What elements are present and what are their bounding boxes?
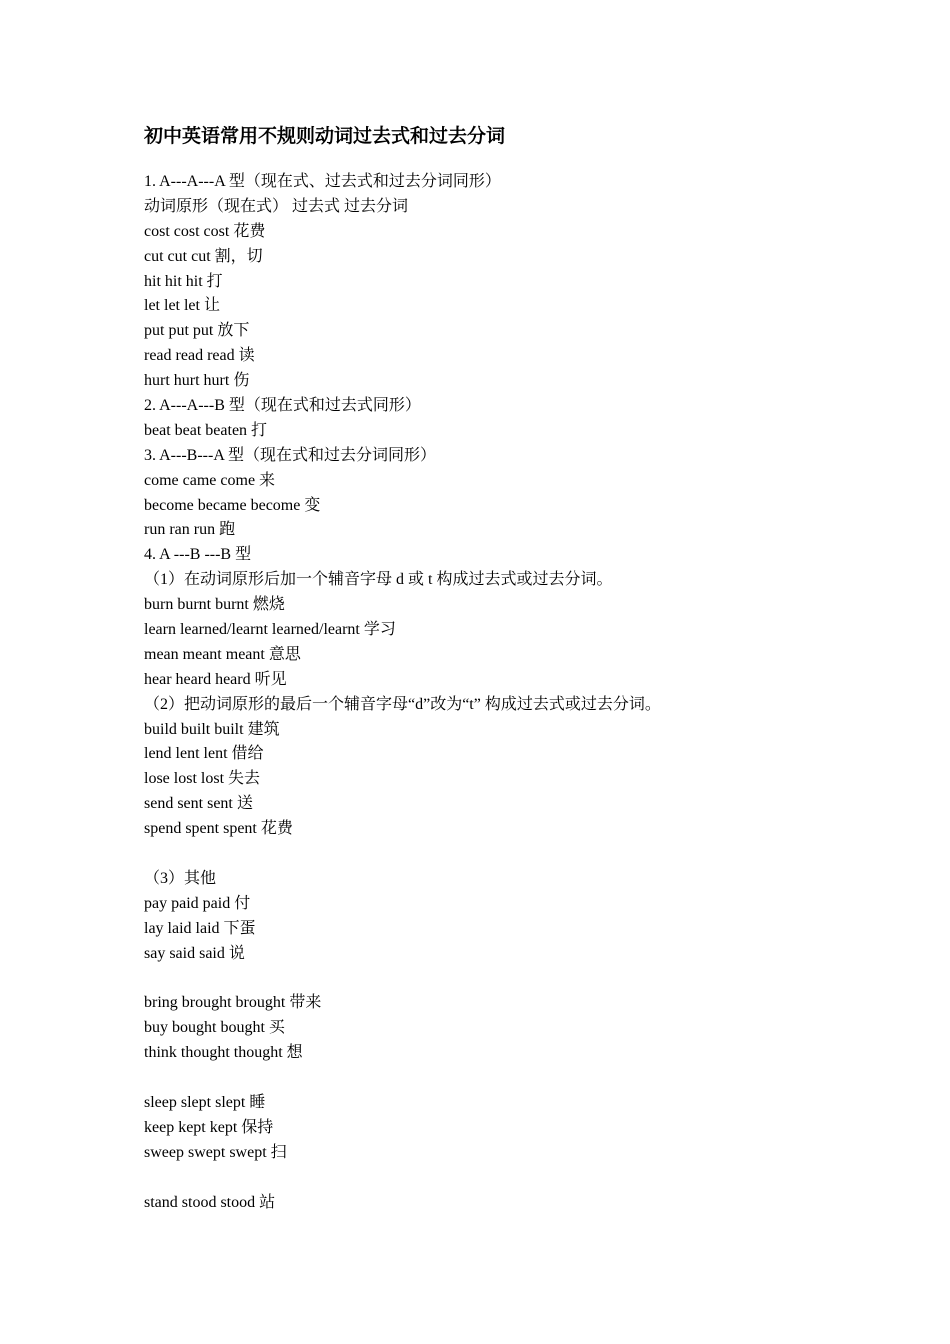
text-line: 2. A---A---B 型（现在式和过去式同形） xyxy=(144,397,421,415)
text-line: mean meant meant 意思 xyxy=(144,645,301,663)
text-line: buy bought bought 买 xyxy=(144,1019,285,1037)
text-line: read read read 读 xyxy=(144,347,255,365)
text-line: sleep slept slept 睡 xyxy=(144,1093,266,1111)
text-line: put put put 放下 xyxy=(144,322,250,340)
text-line: hear heard heard 听见 xyxy=(144,670,287,688)
text-line: think thought thought 想 xyxy=(144,1044,303,1062)
text-line: cut cut cut 割，切 xyxy=(144,247,263,265)
text-line: hurt hurt hurt 伤 xyxy=(144,372,250,390)
document-body xyxy=(144,118,864,1215)
text-line: keep kept kept 保持 xyxy=(144,1118,274,1136)
text-line: 1. A---A---A 型（现在式、过去式和过去分词同形） xyxy=(144,173,501,190)
text-line: 4. A ---B ---B 型 xyxy=(144,546,252,564)
text-line: run ran run 跑 xyxy=(144,521,236,539)
text-line: bring brought brought 带来 xyxy=(144,994,322,1012)
text-line: burn burnt burnt 燃烧 xyxy=(144,596,285,614)
text-line: （1）在动词原形后加一个辅音字母 d 或 t 构成过去式或过去分词。 xyxy=(144,571,613,589)
text-line: come came come 来 xyxy=(144,471,276,489)
document-lines xyxy=(144,170,864,1215)
text-line: 动词原形（现在式） 过去式 过去分词 xyxy=(144,197,409,215)
text-line: become became become 变 xyxy=(144,496,321,514)
text-line: lay laid laid 下蛋 xyxy=(144,919,256,937)
document-title: 初中英语常用不规则动词过去式和过去分词 xyxy=(144,125,506,147)
text-line: send sent sent 送 xyxy=(144,795,253,813)
text-line: spend spent spent 花费 xyxy=(144,820,293,838)
text-line: hit hit hit 打 xyxy=(144,272,223,290)
text-line: say said said 说 xyxy=(144,944,245,962)
text-line: beat beat beaten 打 xyxy=(144,421,268,439)
text-line: stand stood stood 站 xyxy=(144,1193,276,1211)
blank-line xyxy=(144,1166,864,1191)
text-line: （3）其他 xyxy=(144,869,217,887)
text-line: sweep swept swept 扫 xyxy=(144,1143,287,1161)
text-line: build built built 建筑 xyxy=(144,720,280,738)
text-line: let let let 让 xyxy=(144,297,220,315)
text-line: 3. A---B---A 型（现在式和过去分词同形） xyxy=(144,446,436,464)
text-line: （2）把动词原形的最后一个辅音字母“d”改为“t” 构成过去式或过去分词。 xyxy=(144,695,661,713)
text-line: pay paid paid 付 xyxy=(144,894,251,912)
text-line: cost cost cost 花费 xyxy=(144,222,266,240)
blank-line xyxy=(144,967,864,992)
text-line: learn learned/learnt learned/learnt 学习 xyxy=(144,621,396,639)
blank-line xyxy=(144,842,864,867)
blank-line xyxy=(144,1066,864,1091)
text-line: lose lost lost 失去 xyxy=(144,770,261,788)
text-line: lend lent lent 借给 xyxy=(144,745,264,763)
